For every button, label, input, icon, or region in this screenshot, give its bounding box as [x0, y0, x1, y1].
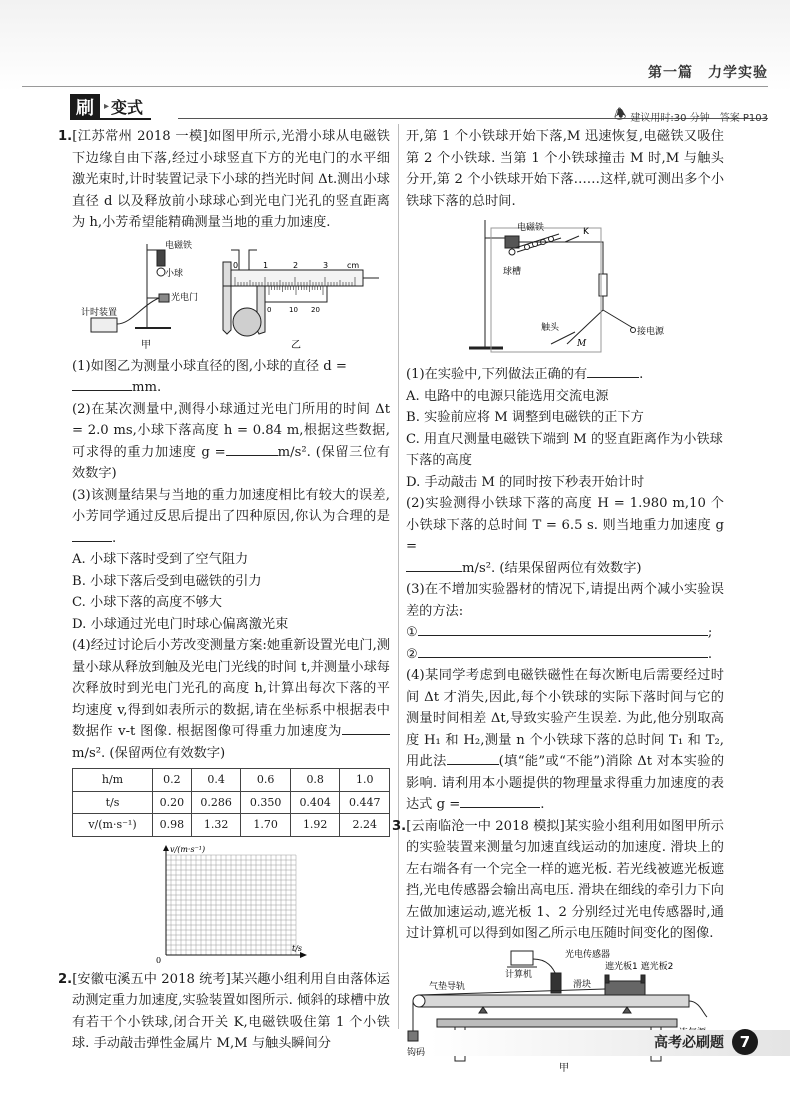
- table-cell: h/m: [73, 769, 153, 792]
- q2-figure: [455, 214, 675, 362]
- q2-method-1-num: ①: [406, 625, 418, 640]
- table-cell: 0.350: [241, 791, 291, 814]
- table-cell: 0.6: [241, 769, 291, 792]
- q2-label-magnet: 电磁铁: [517, 223, 545, 233]
- q2-method-2-num: ②: [406, 646, 418, 662]
- q1-part4-unit: m/s². (保留两位有效数字): [72, 745, 226, 761]
- q3-label-sensor: 光电传感器: [565, 949, 611, 960]
- table-cell: 0.404: [290, 791, 340, 814]
- q3-number: 3.: [392, 818, 407, 834]
- q1-part2-text: (2)在某次测量中,测得小球通过光电门所用的时间 Δt = 2.0 ms,小球下落高度 h = 0.84 m,根据这些数据,可求得的重力加速度 g =: [72, 401, 390, 460]
- q2-number: 2.: [58, 971, 73, 987]
- footer-brand: 高考必刷题: [654, 1035, 724, 1051]
- caption-b: 乙: [291, 339, 301, 351]
- q1-part3-text: (3)该测量结果与当地的重力加速度相比有较大的误差,小芳同学通过反思后提出了四种原因,你认为合理的是: [72, 487, 390, 524]
- badge-arrow: ▸: [104, 100, 110, 112]
- q2-option-c: C. 用直尺测量电磁铁下端到 M 的竖直距离作为小铁球下落的高度: [406, 431, 723, 468]
- table-row: [73, 814, 390, 837]
- q2-part2-text: (2)实验测得小铁球下落的高度 H = 1.980 m,10 个小铁球下落的总时间 T = 6.5 s. 则当地重力加速度 g =: [406, 496, 724, 554]
- q1-part1-text: (1)如图乙为测量小球直径的图,小球的直径 d =: [72, 358, 347, 374]
- caliper-vernier-0: 0: [267, 305, 272, 314]
- q2-blank-can[interactable]: [447, 751, 499, 765]
- time-note: [614, 104, 768, 128]
- badge-text: 变式: [111, 97, 144, 117]
- q2-part4-text2: (填“能”或“不能”)消除 Δt 对本实验的影响. 请利用本小题提供的物理量求得重力加速度的表达式 g =: [406, 754, 725, 812]
- q2-part2-unit: m/s². (结果保留两位有效数字): [462, 560, 642, 576]
- q1-option-b: B. 小球下落后受到电磁铁的引力: [72, 573, 262, 589]
- q1-part2-unit: m/s². (保留三位有效数字): [72, 444, 391, 481]
- table-cell: 2.24: [340, 814, 390, 837]
- q2-stem-right: 开,第 1 个小铁球开始下落,M 迅速恢复,电磁铁又吸住第 2 个小铁球. 当第 1 个小铁球撞击 M 时,M 与触头分开,第 2 个小铁球开始下落……这样,就可测出多个小铁球下落的总时间.: [406, 129, 724, 209]
- q2-method-2: [406, 644, 724, 666]
- caliper-main-2: 2: [293, 260, 299, 270]
- q2-part3: (3)在不增加实验器材的情况下,请提出两个减小实验误差的方法:: [406, 582, 724, 619]
- table-cell: 0.20: [153, 791, 192, 814]
- q2-blank-g[interactable]: [406, 558, 462, 572]
- q1-data-table: [72, 768, 390, 837]
- q2-blank-1[interactable]: [587, 364, 639, 378]
- q3-stem: [392, 816, 724, 945]
- table-cell: 0.98: [153, 814, 192, 837]
- q2-label-power: 接电源: [637, 327, 665, 337]
- q1-part4-text: (4)经过讨论后小芳改变测量方案:她重新设置光电门,测量小球从释放到触及光电门光线的时间 t,并测量小球每次释放时到光电门光孔的高度 h,计算出每次下落的平均速度 v,得到如表所示的数据,请在坐标系中根据表中数据作 v-t 图像. 根据图像可得重力加速度为: [72, 638, 390, 739]
- q3-label-weight: 钩码: [407, 1047, 426, 1058]
- q2-option-d: D. 手动敲击 M 的同时按下秒表开始计时: [406, 474, 645, 490]
- right-column: [392, 126, 725, 1077]
- q2-stem-left-text: 某兴趣小组利用自由落体运动测定重力加速度,实验装置如图所示. 倾斜的球槽中放有若干个小铁球,闭合开关 K,电磁铁吸住第 1 个小铁球. 手动敲击弹性金属片 M,M 与触头瞬间分: [72, 971, 390, 1051]
- q1-option-a: A. 小球下落时受到了空气阻力: [72, 552, 249, 567]
- q2-method-1-end: ;: [707, 625, 713, 640]
- q1-part1: [72, 356, 390, 399]
- table-cell: 0.286: [191, 791, 241, 814]
- q1-option-d: D. 小球通过光电门时球心偏离激光束: [72, 616, 289, 632]
- table-cell: 1.32: [191, 814, 241, 837]
- q2-part1-text: (1)在实验中,下列做法正确的有: [406, 367, 588, 382]
- q2-label-k: K: [583, 227, 589, 237]
- graph-y-arrow: [163, 845, 169, 851]
- q2-part1-end: .: [639, 367, 644, 382]
- bell-icon: 🕭: [613, 107, 627, 123]
- top-rule: [22, 86, 768, 87]
- q3-label-plate: 遮光板1 遮光板2: [605, 961, 674, 972]
- label-gate: 光电门: [171, 292, 199, 303]
- q2-method-2-end: .: [707, 646, 713, 662]
- q3-caption: 甲: [559, 1062, 569, 1074]
- q3-stem-text: 某实验小组利用如图甲所示的实验装置来测量匀加速直线运动的加速度. 滑块上的左右端各有一个完全一样的遮光板. 若光线被遮光板遮挡,光电传感器会输出高电压. 滑块在细线的牵引力下向左做加速运动,遮光板 1、2 分别经过光电传感器时,通过计算机可以得到如图乙所示电压随时间变化的图像.: [406, 818, 724, 941]
- q1-part2: [72, 399, 390, 485]
- q2-part1: [406, 364, 724, 386]
- q2-label-contact: 触头: [541, 323, 560, 333]
- q2-part4-text: (4)某同学考虑到电磁铁磁性在每次断电后需要经过时间 Δt 才消失,因此,每个小铁球的实际下落时间与它的测量时间相差 Δt,导致实验产生误差. 为此,他分别取高度 H₁ 和 H₂,测量 n 个小铁球下落的总时间 T₁ 和 T₂,用此法: [406, 668, 724, 769]
- table-row: [73, 791, 390, 814]
- q2-stem-left: [58, 969, 390, 1055]
- q2-blank-expr[interactable]: [460, 794, 540, 808]
- chapter-title: 第一篇 力学实验: [648, 65, 768, 81]
- left-column: [58, 126, 391, 1055]
- graph-ylabel: v/(m·s⁻¹): [170, 844, 206, 854]
- graph-xlabel: t/s: [292, 943, 303, 953]
- q1-part3-end: .: [112, 530, 117, 546]
- q1-blank-g2[interactable]: [342, 721, 390, 735]
- page-number: 7: [732, 1029, 758, 1055]
- q2-option-a: A. 电路中的电源只能选用交流电源: [406, 388, 609, 404]
- q2-option-b: B. 实验前应将 M 调整到电磁铁的正下方: [406, 410, 644, 425]
- q2-source: [安徽屯溪五中 2018 统考]: [72, 971, 231, 987]
- q2-part4-end: .: [540, 797, 545, 812]
- q1-vt-graph: [146, 843, 316, 967]
- time-note-text: 建议用时:30 分钟 答案 P103: [630, 112, 768, 124]
- caliper-main-unit: cm: [347, 260, 360, 270]
- caliper-main-3: 3: [323, 260, 329, 270]
- table-cell: 0.2: [153, 769, 192, 792]
- table-cell: t/s: [73, 791, 153, 814]
- graph-grid: [166, 855, 296, 955]
- table-cell: 1.0: [340, 769, 390, 792]
- q1-blank-d[interactable]: [72, 377, 132, 391]
- q1-source: [江苏常州 2018 一模]: [72, 129, 208, 144]
- column-divider: [398, 124, 399, 1029]
- caliper-main-1: 1: [263, 260, 269, 270]
- q1-stem: [58, 126, 390, 234]
- table-cell: 0.447: [340, 791, 390, 814]
- table-cell: 0.8: [290, 769, 340, 792]
- caliper-main-0: 0: [233, 260, 239, 270]
- table-cell: v/(m·s⁻¹): [73, 814, 153, 837]
- graph-origin: 0: [156, 955, 162, 965]
- drop-apparatus: [91, 244, 171, 332]
- table-cell: 0.4: [191, 769, 241, 792]
- table-cell: 1.92: [290, 814, 340, 837]
- q1-number: 1.: [58, 129, 73, 144]
- q2-method-1: [406, 622, 724, 644]
- q3-label-track: 气垫导轨: [429, 981, 466, 992]
- q1-figure: [81, 236, 381, 354]
- q1-stem-text: 如图甲所示,光滑小球从电磁铁下边缘自由下落,经过小球竖直下方的光电门的水平细激光束时,计时装置记录下小球的挡光时间 Δt.测出小球直径 d 以及释放前小球球心到光电门光孔的竖直距离为 h,小芳希望能精确测量当地的重力加速度.: [72, 129, 390, 230]
- table-row: [73, 769, 390, 792]
- q2-label-groove: 球槽: [503, 267, 522, 277]
- q3-label-slider: 滑块: [573, 979, 592, 990]
- label-magnet: 电磁铁: [165, 240, 193, 251]
- label-timer: 计时装置: [81, 307, 118, 318]
- caliper-vernier-10: 10: [289, 305, 298, 314]
- badge-label: [100, 94, 151, 120]
- q1-blank-g[interactable]: [226, 442, 278, 456]
- caliper-vernier-20: 20: [311, 305, 320, 314]
- q1-part3: [72, 485, 390, 550]
- footer: [410, 1020, 790, 1064]
- q2-part2: [406, 493, 724, 579]
- caption-a: 甲: [141, 339, 151, 351]
- q2-blank-method-2[interactable]: [418, 644, 708, 658]
- badge-main: 刷: [70, 94, 100, 120]
- q3-label-computer: 计算机: [505, 969, 533, 980]
- q1-part4: [72, 635, 390, 764]
- section-badge: [70, 94, 151, 120]
- label-ball: 小球: [165, 268, 184, 279]
- q1-blank-reason[interactable]: [72, 528, 112, 542]
- q1-option-c: C. 小球下落的高度不够大: [72, 595, 222, 610]
- q1-part1-unit: mm.: [132, 380, 162, 395]
- q2-part4: [406, 665, 724, 816]
- q2-label-m: M: [577, 339, 587, 349]
- q2-blank-method-1[interactable]: [418, 622, 708, 636]
- table-cell: 1.70: [241, 814, 291, 837]
- q3-source: [云南临沧一中 2018 模拟]: [406, 818, 565, 834]
